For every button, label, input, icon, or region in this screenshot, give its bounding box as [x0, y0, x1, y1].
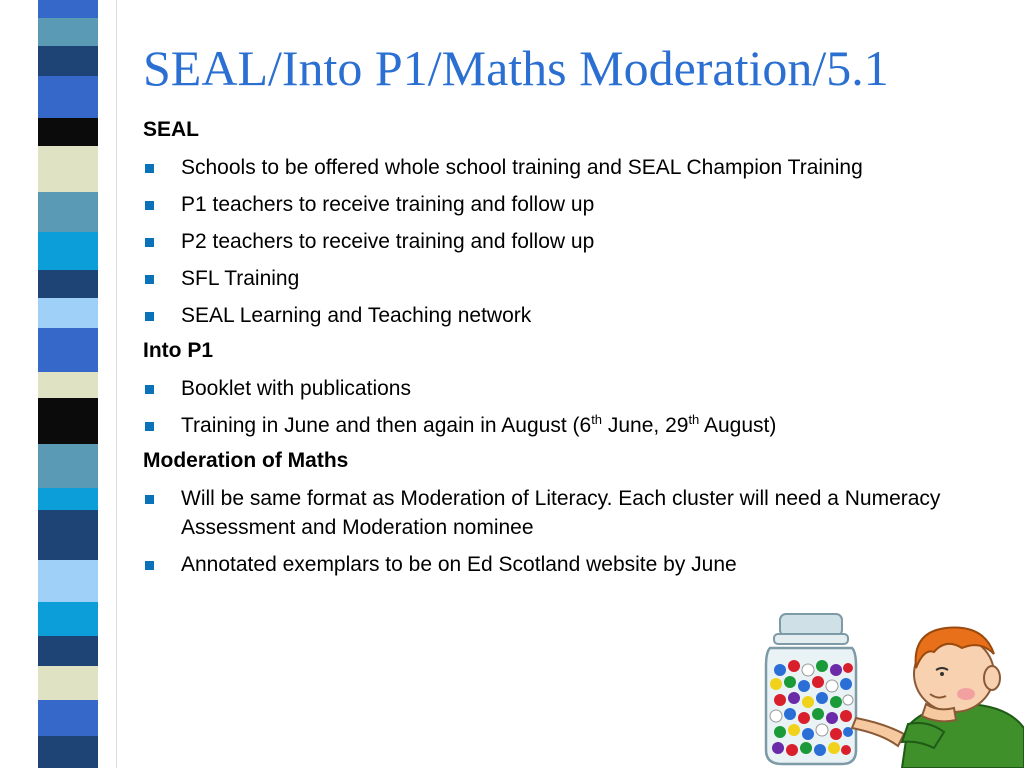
- bullet-item: [143, 550, 1003, 579]
- bullet-item: [143, 190, 1003, 219]
- square-bullet-icon: [145, 495, 154, 504]
- bullet-item: [143, 264, 1003, 293]
- bullet-text: P1 teachers to receive training and follow up: [181, 193, 595, 216]
- decorative-stripe-bar: [38, 0, 98, 768]
- section-heading-moderation-of-maths: Moderation of Maths: [143, 449, 349, 472]
- square-bullet-icon: [145, 422, 154, 431]
- slide-title: SEAL/Into P1/Maths Moderation/5.1: [143, 40, 889, 96]
- bullet-item: [143, 484, 1003, 542]
- bullet-text: Schools to be offered whole school training and SEAL Champion Training: [181, 156, 863, 179]
- bullet-item: [143, 301, 1003, 330]
- section-heading-seal: SEAL: [143, 118, 200, 141]
- boy-with-candy-jar-illustration: [758, 608, 1024, 768]
- bullet-text: Annotated exemplars to be on Ed Scotland website by June: [181, 553, 737, 576]
- bullet-item: [143, 227, 1003, 256]
- slide-body: [143, 117, 1003, 587]
- bullet-item: [143, 411, 1003, 440]
- bullet-item: [143, 153, 1003, 182]
- bullet-text-training-dates: Training in June and then again in August (6th June, 29th August): [181, 412, 777, 437]
- square-bullet-icon: [145, 312, 154, 321]
- square-bullet-icon: [145, 164, 154, 173]
- square-bullet-icon: [145, 238, 154, 247]
- bullet-text: Booklet with publications: [181, 377, 411, 400]
- square-bullet-icon: [145, 201, 154, 210]
- stripe-edge-line: [116, 0, 117, 768]
- square-bullet-icon: [145, 385, 154, 394]
- bullet-text: SEAL Learning and Teaching network: [181, 304, 532, 327]
- section-heading-into-p1: Into P1: [143, 339, 214, 362]
- bullet-text: Will be same format as Moderation of Literacy. Each cluster will need a Numeracy Assessment and Moderation nominee: [181, 487, 941, 539]
- bullet-item: [143, 374, 1003, 403]
- square-bullet-icon: [145, 275, 154, 284]
- bullet-text: SFL Training: [181, 267, 300, 290]
- square-bullet-icon: [145, 561, 154, 570]
- bullet-text: P2 teachers to receive training and follow up: [181, 230, 595, 253]
